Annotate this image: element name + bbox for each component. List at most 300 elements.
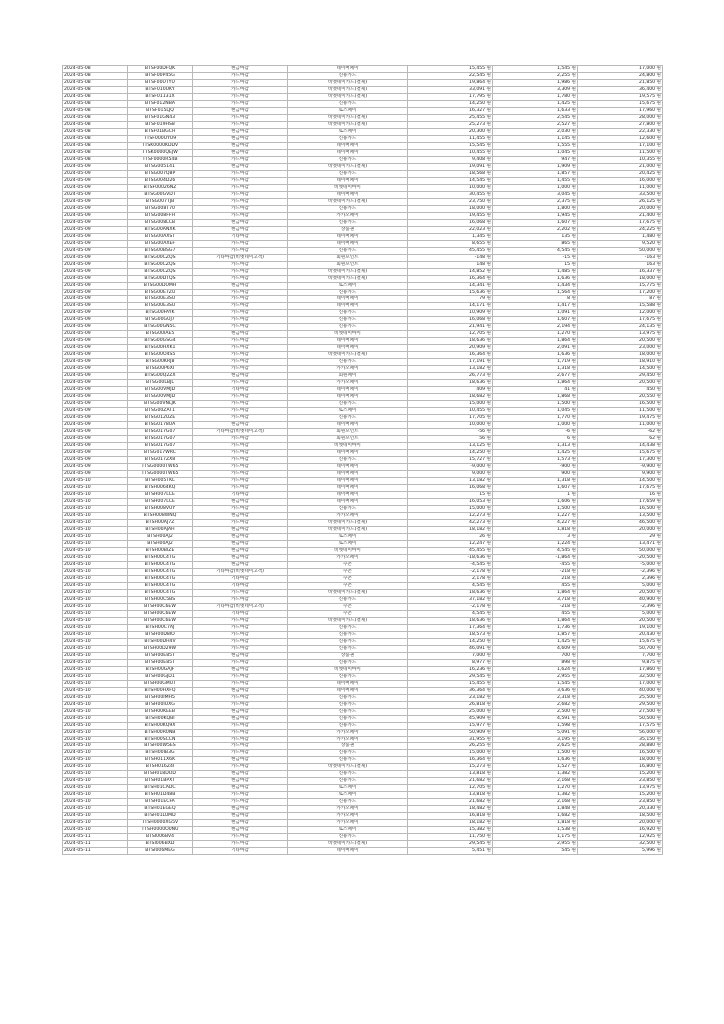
payment-method-cell: 토스페이: [288, 827, 408, 834]
order-id-cell: BTSG00CZQS: [128, 268, 193, 275]
payment-method-cell: 네이버페이: [288, 422, 408, 429]
total-amount-cell: 50,500 원: [578, 715, 663, 722]
total-amount-cell: -2,396 원: [578, 603, 663, 610]
table-row: [63, 806, 663, 813]
closing-type-cell: 카드마감: [193, 589, 288, 596]
supply-amount-cell: 12,705 원: [408, 785, 493, 792]
total-amount-cell: 18,000 원: [578, 352, 663, 359]
date-cell: 2024-05-08: [63, 107, 128, 114]
table-row: [63, 750, 663, 757]
vat-cell: 3,636 원: [493, 687, 578, 694]
total-amount-cell: 16,000 원: [578, 177, 663, 184]
payment-method-cell: 비엣테이카드(결제): [288, 526, 408, 533]
supply-amount-cell: -9,000 원: [408, 464, 493, 471]
vat-cell: 1,227 원: [493, 513, 578, 520]
table-row: [63, 156, 663, 163]
payment-method-cell: 네이버페이: [288, 478, 408, 485]
payment-method-cell: 신용카드: [288, 834, 408, 841]
supply-amount-cell: 11,750 원: [408, 834, 493, 841]
vat-cell: 1,636 원: [493, 352, 578, 359]
closing-type-cell: 카드마감: [193, 743, 288, 750]
payment-method-cell: 네이버페이: [288, 394, 408, 401]
total-amount-cell: 23,850 원: [578, 778, 663, 785]
closing-type-cell: 현금마감: [193, 513, 288, 520]
closing-type-cell: 기타마감(비엣테이고객): [193, 429, 288, 436]
date-cell: 2024-05-09: [63, 457, 128, 464]
order-id-cell: BTSH00AJAH: [128, 526, 193, 533]
table-row: [63, 324, 663, 331]
supply-amount-cell: 33,091 원: [408, 86, 493, 93]
order-id-cell: BTSH00IUXG: [128, 701, 193, 708]
total-amount-cell: 17,000 원: [578, 680, 663, 687]
date-cell: 2024-05-10: [63, 582, 128, 589]
supply-amount-cell: 8,655 원: [408, 240, 493, 247]
date-cell: 2024-05-09: [63, 268, 128, 275]
vat-cell: 3,045 원: [493, 191, 578, 198]
closing-type-cell: 기타마감: [193, 610, 288, 617]
closing-type-cell: 카드마감: [193, 310, 288, 317]
total-amount-cell: 16,920 원: [578, 827, 663, 834]
total-amount-cell: 16,337 원: [578, 268, 663, 275]
table-row: [63, 687, 663, 694]
date-cell: 2024-05-09: [63, 184, 128, 191]
closing-type-cell: 카드마감: [193, 114, 288, 121]
order-id-cell: BTSH00DH4V: [128, 638, 193, 645]
vat-cell: 1,818 원: [493, 820, 578, 827]
payment-method-cell: 비엣테이카드(결제): [288, 114, 408, 121]
closing-type-cell: 기타마감: [193, 492, 288, 499]
total-amount-cell: 24,800 원: [578, 72, 663, 79]
payment-method-cell: 네이버페이: [288, 687, 408, 694]
total-amount-cell: 13,471 원: [578, 540, 663, 547]
date-cell: 2024-05-09: [63, 394, 128, 401]
total-amount-cell: 12,000 원: [578, 310, 663, 317]
date-cell: 2024-05-09: [63, 324, 128, 331]
table-row: [63, 513, 663, 520]
table-row: [63, 240, 663, 247]
vat-cell: 1 원: [493, 492, 578, 499]
supply-amount-cell: 13,182 원: [408, 478, 493, 485]
total-amount-cell: 27,800 원: [578, 121, 663, 128]
supply-amount-cell: 18,000 원: [408, 205, 493, 212]
date-cell: 2024-05-09: [63, 219, 128, 226]
closing-type-cell: 카드마감: [193, 401, 288, 408]
total-amount-cell: 20,330 원: [578, 806, 663, 813]
closing-type-cell: 카드마감: [193, 170, 288, 177]
date-cell: 2024-05-09: [63, 345, 128, 352]
closing-type-cell: 카드마감: [193, 289, 288, 296]
payment-method-cell: 비엣테이카드(결제): [288, 93, 408, 100]
payment-method-cell: 신용카드: [288, 100, 408, 107]
supply-amount-cell: 13,818 원: [408, 792, 493, 799]
closing-type-cell: 현금마감: [193, 533, 288, 540]
payment-method-cell: 네이버페이: [288, 345, 408, 352]
total-amount-cell: -2,396 원: [578, 568, 663, 575]
payment-method-cell: 토스페이: [288, 408, 408, 415]
payment-method-cell: 쿠폰: [288, 568, 408, 575]
payment-method-cell: 비엣테이마이: [288, 331, 408, 338]
vat-cell: 4,545 원: [493, 547, 578, 554]
closing-type-cell: 카드마감: [193, 408, 288, 415]
vat-cell: 1,545 원: [493, 66, 578, 73]
order-id-cell: BTSH0064KQ: [128, 485, 193, 492]
date-cell: 2024-05-09: [63, 464, 128, 471]
order-id-cell: BTSH00C4TG: [128, 561, 193, 568]
closing-type-cell: 카드마감: [193, 834, 288, 841]
supply-amount-cell: 20,909 원: [408, 345, 493, 352]
closing-type-cell: 현금마감: [193, 813, 288, 820]
vat-cell: 1,434 원: [493, 282, 578, 289]
payment-method-cell: 네이버페이: [288, 492, 408, 499]
table-row: [63, 582, 663, 589]
vat-cell: 1,485 원: [493, 268, 578, 275]
order-id-cell: BTSG012UZE: [128, 415, 193, 422]
supply-amount-cell: 16,364 원: [408, 275, 493, 282]
order-id-cell: BTSH01ECFA: [128, 799, 193, 806]
table-row: [63, 191, 663, 198]
order-id-cell: BTSH016Z4I: [128, 764, 193, 771]
order-id-cell: BTSH00HXFQ: [128, 687, 193, 694]
closing-type-cell: 카드마감: [193, 352, 288, 359]
supply-amount-cell: 16,053 원: [408, 499, 493, 506]
total-amount-cell: 20,500 원: [578, 589, 663, 596]
payment-method-cell: 신용카드: [288, 673, 408, 680]
closing-type-cell: 현금마감: [193, 526, 288, 533]
table-row: [63, 79, 663, 86]
supply-amount-cell: 12,273 원: [408, 513, 493, 520]
table-row: [63, 617, 663, 624]
table-row: [63, 708, 663, 715]
total-amount-cell: 14,500 원: [578, 366, 663, 373]
total-amount-cell: 18,500 원: [578, 813, 663, 820]
date-cell: 2024-05-09: [63, 352, 128, 359]
closing-type-cell: 카드마감: [193, 645, 288, 652]
date-cell: 2024-05-09: [63, 317, 128, 324]
order-id-cell: BTSH01D48B: [128, 792, 193, 799]
order-id-cell: BTSG00E3SU: [128, 303, 193, 310]
payment-method-cell: 신용카드: [288, 596, 408, 603]
vat-cell: 1,545 원: [493, 680, 578, 687]
closing-type-cell: 카드마감: [193, 624, 288, 631]
payment-method-cell: 네이버페이: [288, 142, 408, 149]
supply-amount-cell: 14,545 원: [408, 177, 493, 184]
total-amount-cell: 15,588 원: [578, 303, 663, 310]
closing-type-cell: 카드마감: [193, 729, 288, 736]
supply-amount-cell: 148 원: [408, 261, 493, 268]
order-id-cell: BTSG008T70: [128, 205, 193, 212]
vat-cell: 1,318 원: [493, 478, 578, 485]
payment-method-cell: 신용카드: [288, 310, 408, 317]
total-amount-cell: 15,675 원: [578, 100, 663, 107]
table-row: [63, 778, 663, 785]
total-amount-cell: -20,500 원: [578, 554, 663, 561]
closing-type-cell: 카드마감: [193, 303, 288, 310]
closing-type-cell: 현금마감: [193, 149, 288, 156]
total-amount-cell: 27,500 원: [578, 708, 663, 715]
vat-cell: 1,527 원: [493, 764, 578, 771]
total-amount-cell: 32,500 원: [578, 673, 663, 680]
closing-type-cell: 카드마감: [193, 841, 288, 848]
supply-amount-cell: 1,345 원: [408, 233, 493, 240]
closing-type-cell: 현금마감: [193, 219, 288, 226]
date-cell: 2024-05-10: [63, 519, 128, 526]
payment-method-cell: 신용카드: [288, 219, 408, 226]
date-cell: 2024-05-10: [63, 666, 128, 673]
vat-cell: 4,227 원: [493, 519, 578, 526]
table-row: [63, 631, 663, 638]
table-row: [63, 149, 663, 156]
closing-type-cell: 카드마감: [193, 247, 288, 254]
table-row: [63, 519, 663, 526]
date-cell: 2024-05-09: [63, 205, 128, 212]
payment-method-cell: 신용카드: [288, 715, 408, 722]
supply-amount-cell: 10,909 원: [408, 310, 493, 317]
order-id-cell: BTSF012NBA: [128, 100, 193, 107]
date-cell: 2024-05-09: [63, 191, 128, 198]
closing-type-cell: 카드마감: [193, 296, 288, 303]
supply-amount-cell: 15,000 원: [408, 506, 493, 513]
date-cell: 2024-05-10: [63, 638, 128, 645]
order-id-cell: TTSF000UYU9: [128, 135, 193, 142]
order-id-cell: BTSH00C5BS: [128, 596, 193, 603]
total-amount-cell: 33,500 원: [578, 191, 663, 198]
supply-amount-cell: 17,705 원: [408, 415, 493, 422]
closing-type-cell: 카드마감: [193, 324, 288, 331]
table-row: [63, 289, 663, 296]
vat-cell: 2,168 원: [493, 799, 578, 806]
vat-cell: 1,633 원: [493, 107, 578, 114]
order-id-cell: BTSG00LBJL: [128, 380, 193, 387]
vat-cell: 1,313 원: [493, 443, 578, 450]
order-id-cell: BTSG004D26: [128, 177, 193, 184]
total-amount-cell: 11,000 원: [578, 184, 663, 191]
closing-type-cell: 카드마감: [193, 631, 288, 638]
vat-cell: 1,425 원: [493, 450, 578, 457]
date-cell: 2024-05-10: [63, 533, 128, 540]
date-cell: 2024-05-10: [63, 652, 128, 659]
table-row: [63, 177, 663, 184]
order-id-cell: BTSG00VMJD: [128, 394, 193, 401]
total-amount-cell: 16,800 원: [578, 764, 663, 771]
supply-amount-cell: 26 원: [408, 533, 493, 540]
payment-method-cell: 비엣테이마이: [288, 666, 408, 673]
order-id-cell: BTSG00VNLJK: [128, 401, 193, 408]
supply-amount-cell: 16,236 원: [408, 666, 493, 673]
table-row: [63, 296, 663, 303]
vat-cell: 1,091 원: [493, 310, 578, 317]
date-cell: 2024-05-10: [63, 499, 128, 506]
payment-method-cell: 회원포인트: [288, 436, 408, 443]
table-row: [63, 799, 663, 806]
payment-method-cell: 신용카드: [288, 708, 408, 715]
vat-cell: 1,175 원: [493, 834, 578, 841]
order-id-cell: BTSG00BSG7: [128, 247, 193, 254]
order-id-cell: BTSG00E7ZU: [128, 289, 193, 296]
order-id-cell: BTSH00C4TG: [128, 554, 193, 561]
total-amount-cell: -5,000 원: [578, 561, 663, 568]
supply-amount-cell: -18,636 원: [408, 554, 493, 561]
payment-method-cell: 토스페이: [288, 540, 408, 547]
payment-method-cell: 비엣테이카드(결제): [288, 79, 408, 86]
date-cell: 2024-05-09: [63, 373, 128, 380]
date-cell: 2024-05-09: [63, 443, 128, 450]
date-cell: 2024-05-09: [63, 177, 128, 184]
closing-type-cell: 현금마감: [193, 66, 288, 73]
supply-amount-cell: 31,955 원: [408, 736, 493, 743]
vat-cell: 1,864 원: [493, 380, 578, 387]
vat-cell: 1,864 원: [493, 338, 578, 345]
order-id-cell: BTSG008LCB: [128, 219, 193, 226]
payment-method-cell: 신용카드: [288, 722, 408, 729]
order-id-cell: BTSH00D8IO: [128, 631, 193, 638]
order-id-cell: BTSF00P45G: [128, 72, 193, 79]
order-id-cell: TTSH0000XG5V: [128, 820, 193, 827]
order-id-cell: BTSI006BV4: [128, 834, 193, 841]
order-id-cell: BTSH008WNQ: [128, 513, 193, 520]
date-cell: 2024-05-10: [63, 827, 128, 834]
order-id-cell: BTSH00E85T: [128, 652, 193, 659]
date-cell: 2024-05-08: [63, 100, 128, 107]
total-amount-cell: 17,675 원: [578, 219, 663, 226]
vat-cell: 4,609 원: [493, 645, 578, 652]
closing-type-cell: 카드마감: [193, 100, 288, 107]
vat-cell: 1,736 원: [493, 624, 578, 631]
date-cell: 2024-05-10: [63, 645, 128, 652]
total-amount-cell: 29,500 원: [578, 701, 663, 708]
total-amount-cell: 18,000 원: [578, 275, 663, 282]
date-cell: 2024-05-10: [63, 771, 128, 778]
order-id-cell: TTSK0000KDDV: [128, 142, 193, 149]
order-id-cell: BTSH005TKL: [128, 478, 193, 485]
vat-cell: 1,818 원: [493, 526, 578, 533]
date-cell: 2024-05-10: [63, 778, 128, 785]
table-row: [63, 785, 663, 792]
date-cell: 2024-05-08: [63, 135, 128, 142]
payment-method-cell: 비엣테이마이: [288, 184, 408, 191]
total-amount-cell: 21,850 원: [578, 79, 663, 86]
total-amount-cell: 50,700 원: [578, 645, 663, 652]
order-id-cell: BTSG00Q2ZX: [128, 373, 193, 380]
total-amount-cell: 12,600 원: [578, 135, 663, 142]
closing-type-cell: 카드마감: [193, 750, 288, 757]
date-cell: 2024-05-10: [63, 792, 128, 799]
table-row: [63, 764, 663, 771]
date-cell: 2024-05-09: [63, 289, 128, 296]
payment-method-cell: 토스페이: [288, 533, 408, 540]
order-id-cell: TTSG0000TW65: [128, 471, 193, 478]
vat-cell: -1,864 원: [493, 554, 578, 561]
order-id-cell: BTSF00026NZ: [128, 184, 193, 191]
order-id-cell: BTSG00FAYK: [128, 310, 193, 317]
total-amount-cell: 28,000 원: [578, 114, 663, 121]
order-id-cell: BTSF01GN43: [128, 114, 193, 121]
supply-amount-cell: 18,636 원: [408, 589, 493, 596]
closing-type-cell: 카드마감: [193, 72, 288, 79]
vat-cell: 1,607 원: [493, 485, 578, 492]
payment-method-cell: 쿠폰: [288, 582, 408, 589]
payment-method-cell: 토스페이: [288, 128, 408, 135]
supply-amount-cell: 26,818 원: [408, 701, 493, 708]
closing-type-cell: 카드마감: [193, 792, 288, 799]
supply-amount-cell: 19,864 원: [408, 79, 493, 86]
date-cell: 2024-05-10: [63, 743, 128, 750]
payment-method-cell: 상품권: [288, 652, 408, 659]
date-cell: 2024-05-10: [63, 610, 128, 617]
date-cell: 2024-05-09: [63, 170, 128, 177]
payment-method-cell: 신용카드: [288, 359, 408, 366]
table-row: [63, 436, 663, 443]
vat-cell: 2,255 원: [493, 72, 578, 79]
order-id-cell: BTSH00KEEB: [128, 708, 193, 715]
date-cell: 2024-05-08: [63, 149, 128, 156]
table-row: [63, 568, 663, 575]
table-row: [63, 86, 663, 93]
closing-type-cell: 기타마감(비엣테이고객): [193, 254, 288, 261]
total-amount-cell: 19,100 원: [578, 624, 663, 631]
order-id-cell: TTSH0000O0NU: [128, 827, 193, 834]
closing-type-cell: 카드마감: [193, 519, 288, 526]
order-id-cell: BTSH007LCE: [128, 499, 193, 506]
total-amount-cell: 17,100 원: [578, 142, 663, 149]
table-row: [63, 401, 663, 408]
vat-cell: 1,606 원: [493, 499, 578, 506]
supply-amount-cell: 4,545 원: [408, 582, 493, 589]
total-amount-cell: 7,700 원: [578, 652, 663, 659]
closing-type-cell: 현금마감: [193, 540, 288, 547]
supply-amount-cell: 19,091 원: [408, 163, 493, 170]
table-row: [63, 282, 663, 289]
order-id-cell: BTSG00GUJ7: [128, 317, 193, 324]
table-row: [63, 163, 663, 170]
date-cell: 2024-05-10: [63, 540, 128, 547]
vat-cell: 15 원: [493, 261, 578, 268]
total-amount-cell: 20,500 원: [578, 338, 663, 345]
total-amount-cell: 56,000 원: [578, 729, 663, 736]
table-row: [63, 366, 663, 373]
date-cell: 2024-05-10: [63, 485, 128, 492]
table-row: [63, 310, 663, 317]
vat-cell: 4,591 원: [493, 715, 578, 722]
date-cell: 2024-05-10: [63, 575, 128, 582]
total-amount-cell: 87 원: [578, 296, 663, 303]
table-row: [63, 471, 663, 478]
closing-type-cell: 카드마감: [193, 478, 288, 485]
date-cell: 2024-05-09: [63, 275, 128, 282]
table-row: [63, 457, 663, 464]
vat-cell: 900 원: [493, 471, 578, 478]
date-cell: 2024-05-09: [63, 226, 128, 233]
date-cell: 2024-05-10: [63, 603, 128, 610]
payment-method-cell: 신용카드: [288, 645, 408, 652]
supply-amount-cell: 15,000 원: [408, 750, 493, 757]
vat-cell: 898 원: [493, 659, 578, 666]
total-amount-cell: 24,225 원: [578, 226, 663, 233]
vat-cell: 1,780 원: [493, 93, 578, 100]
total-amount-cell: 17,659 원: [578, 499, 663, 506]
supply-amount-cell: 15,977 원: [408, 722, 493, 729]
date-cell: 2024-05-08: [63, 66, 128, 73]
payment-method-cell: 신용카드: [288, 701, 408, 708]
supply-amount-cell: -148 원: [408, 254, 493, 261]
vat-cell: 135 원: [493, 233, 578, 240]
closing-type-cell: 현금마감: [193, 547, 288, 554]
total-amount-cell: 20,000 원: [578, 205, 663, 212]
total-amount-cell: 40,900 원: [578, 596, 663, 603]
closing-type-cell: 현금마감: [193, 687, 288, 694]
closing-type-cell: 카드마감: [193, 394, 288, 401]
date-cell: 2024-05-09: [63, 366, 128, 373]
order-id-cell: BTSG017ZX8: [128, 457, 193, 464]
